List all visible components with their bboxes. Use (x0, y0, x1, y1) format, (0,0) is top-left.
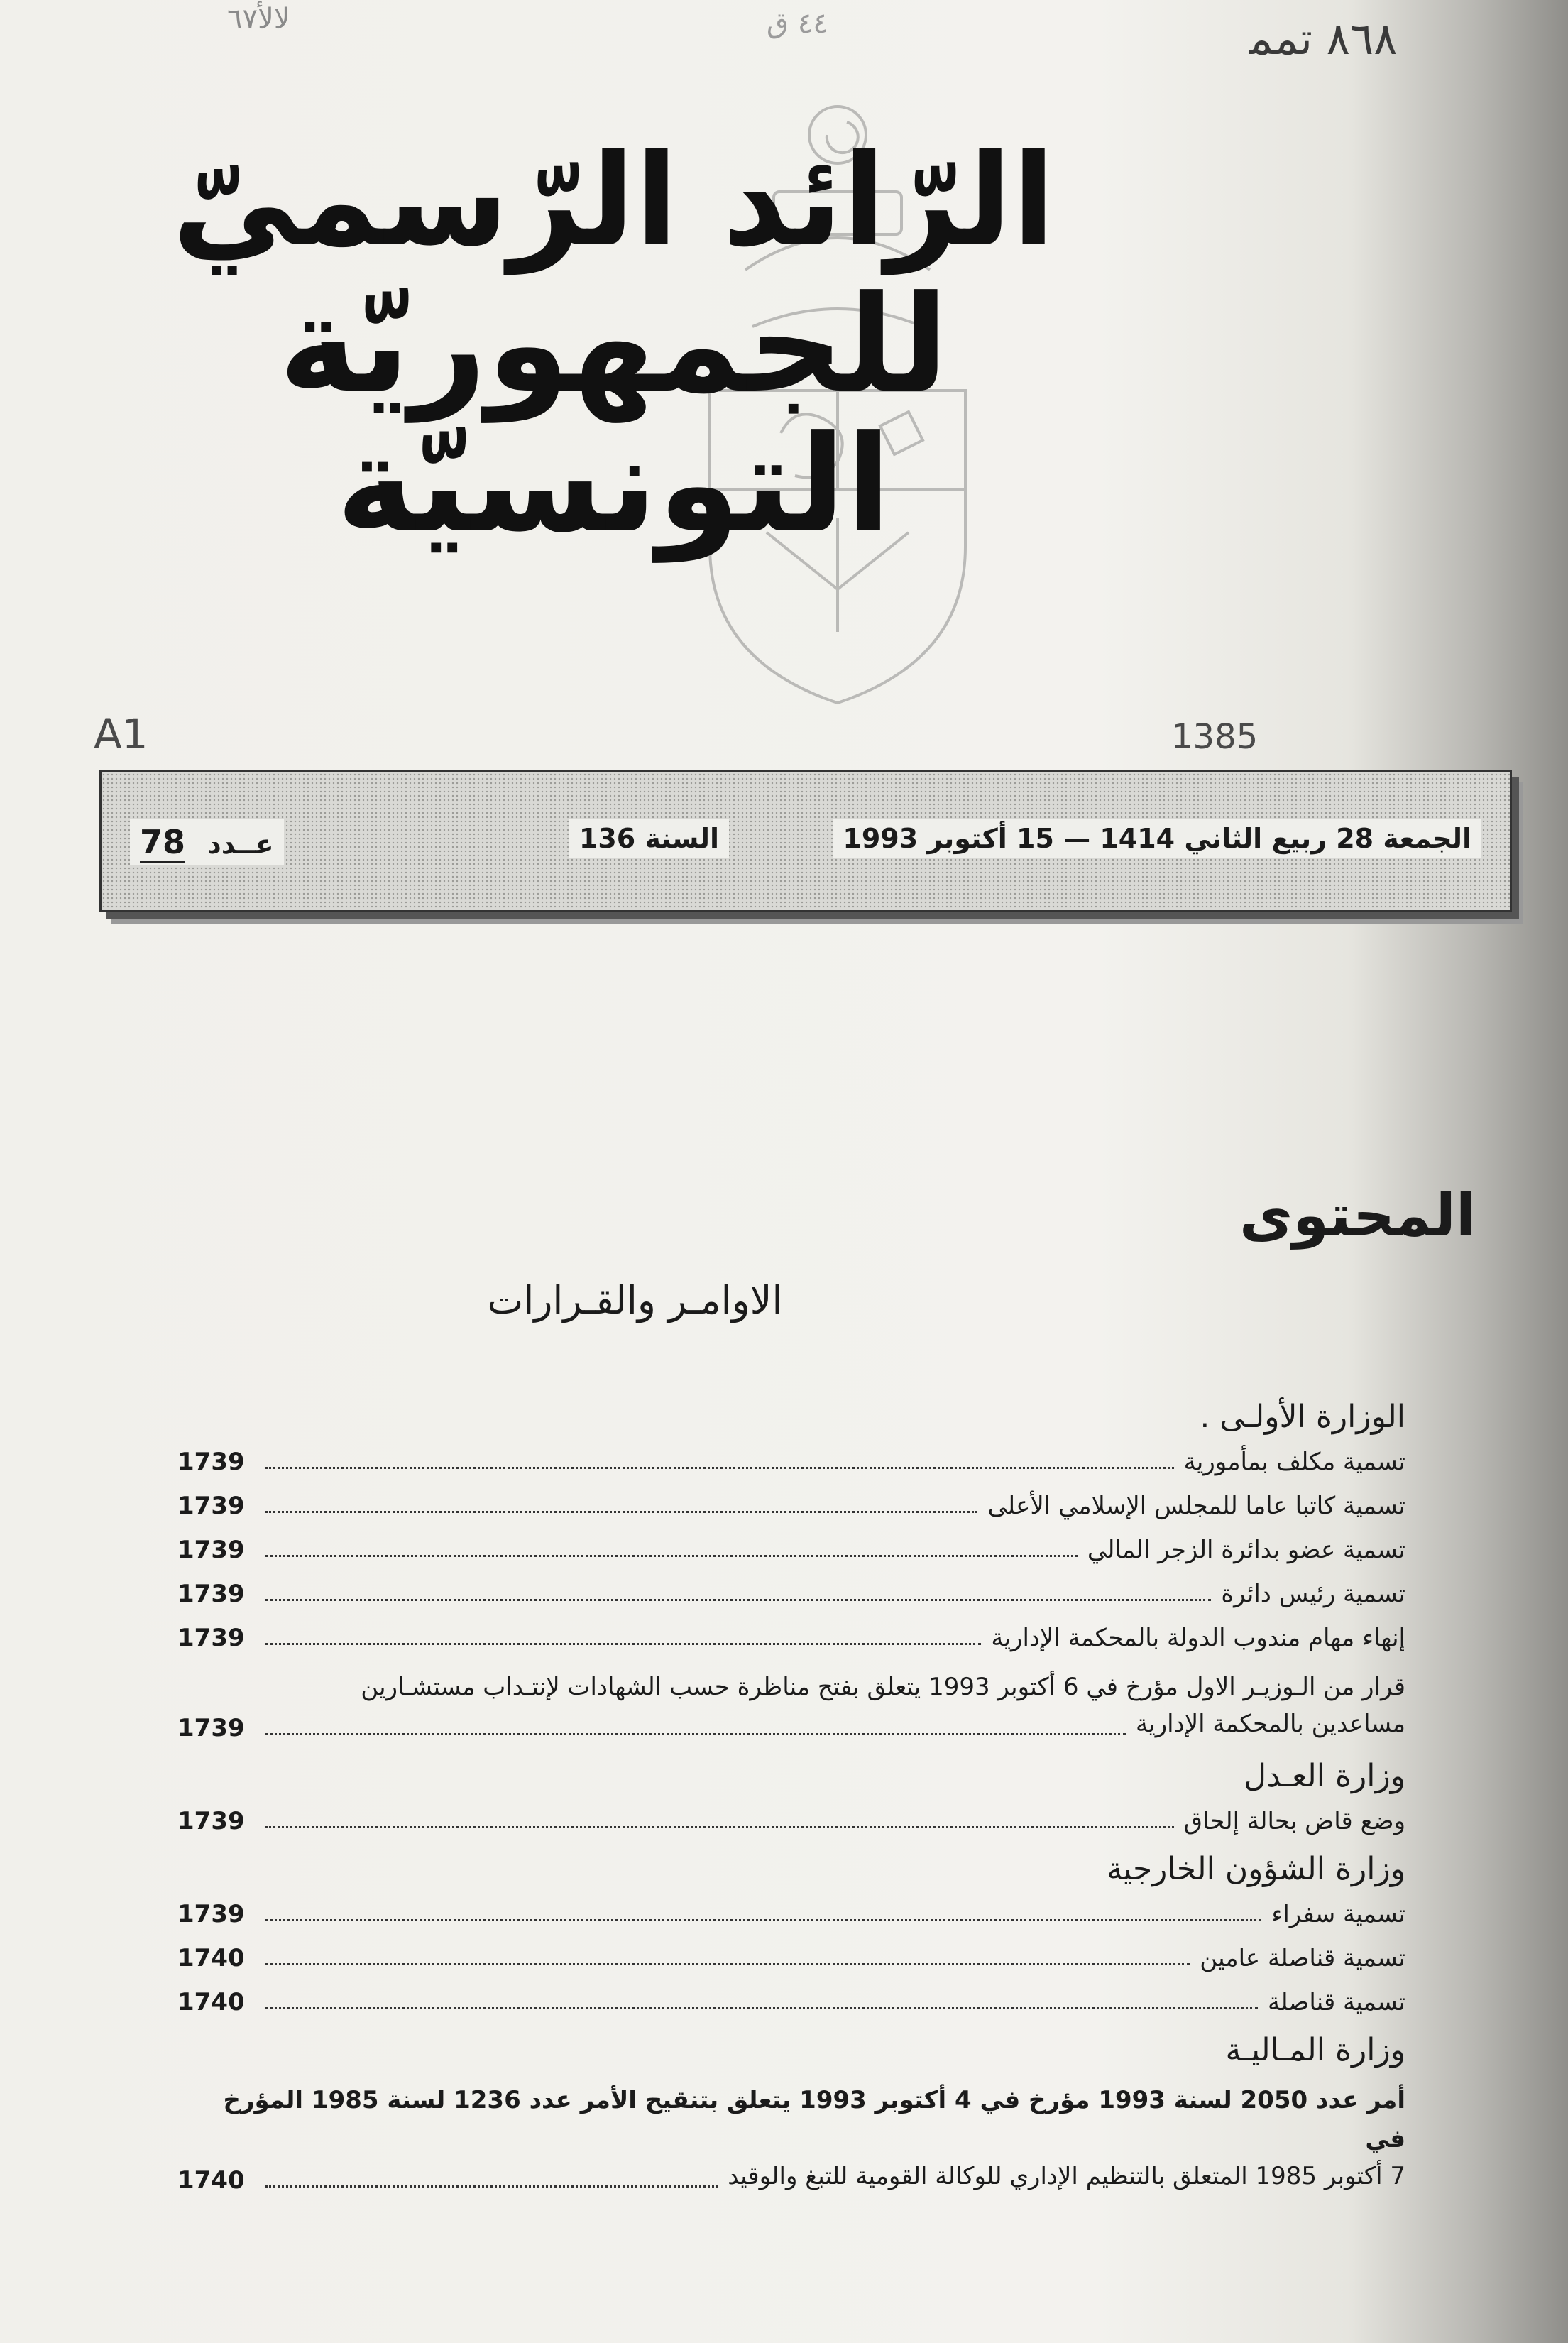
masthead-title-line2: للجمهوريّة التونسيّة (278, 266, 949, 563)
toc-entry-title: تسمية كاتبا عاما للمجلس الإسلامي الأعلى (987, 1492, 1405, 1520)
toc-entry[interactable] (177, 1900, 1405, 1928)
toc-entry-page: 1739 (177, 1448, 245, 1476)
issue-number-label: عــدد (207, 829, 274, 860)
handwritten-mark-top-center: ٤٤ ق (767, 7, 828, 40)
ministry-heading: وزارة الشؤون الخارجية (1107, 1851, 1405, 1888)
toc-entry-page: 1739 (177, 1624, 245, 1652)
leader-dots (265, 1599, 1211, 1601)
toc-entry[interactable] (177, 1580, 1405, 1608)
toc-entry[interactable] (177, 1448, 1405, 1476)
toc-entry-page: 1739 (177, 1492, 245, 1520)
issue-info-banner (99, 770, 1512, 912)
toc-entry[interactable] (177, 1536, 1405, 1564)
toc-entry-title: تسمية رئيس دائرة (1221, 1580, 1405, 1608)
leader-dots (265, 1511, 977, 1513)
toc-entry-page: 1739 (177, 1536, 245, 1564)
toc-entry-title: تسمية قناصلة عامين (1200, 1944, 1405, 1973)
issue-date: الجمعة 28 ربيع الثاني 1414 — 15 أكتوبر 1993 (833, 819, 1481, 858)
masthead-title-line1: الرّائد الرّسميّ (172, 127, 1056, 274)
toc-entry-title-line1: أمر عدد 2050 لسنة 1993 مؤرخ في 4 أكتوبر 1993 يتعلق بتنقيح الأمر عدد 1236 لسنة 1985 المؤرخ في (223, 2086, 1405, 2153)
toc-entry-page: 1739 (177, 1900, 245, 1929)
toc-entry-title: وضع قاض بحالة إلحاق (1183, 1807, 1405, 1836)
leader-dots (265, 1919, 1261, 1921)
toc-entry[interactable] (177, 1807, 1405, 1835)
handwritten-mark-left: A1 (94, 710, 148, 758)
handwritten-mark-top-right: ٨٦٨ ﺗﻤﻤ (1249, 13, 1398, 65)
leader-dots (265, 1733, 1126, 1735)
toc-entry[interactable] (177, 2081, 1405, 2195)
toc-entry-page: 1739 (177, 1714, 245, 1743)
toc-entry-title: تسمية قناصلة (1268, 1988, 1405, 2017)
toc-entry-page: 1739 (177, 1807, 245, 1836)
ministry-heading: وزارة المـاليـة (1225, 2032, 1405, 2069)
handwritten-mark-top-left: ﻻﻷ٦٧ (227, 3, 290, 36)
toc-entry[interactable] (177, 1624, 1405, 1652)
leader-dots (265, 1826, 1174, 1828)
handwritten-mark-right: 1385 (1171, 717, 1259, 757)
ministry-heading: وزارة العـدل (1244, 1758, 1405, 1795)
toc-entry[interactable] (177, 1668, 1405, 1742)
leader-dots (265, 1467, 1174, 1469)
toc-entry-title: تسمية سفراء (1271, 1900, 1405, 1929)
leader-dots (265, 1555, 1078, 1557)
toc-entry-title-line1: قرار من الـوزيـر الاول مؤرخ في 6 أكتوبر 1993 يتعلق بفتح مناظرة حسب الشهادات لإنتـداب مستشـارين (361, 1673, 1405, 1701)
toc-entry-title: تسمية مكلف بمأمورية (1183, 1448, 1405, 1476)
toc-entry-title-line2: مساعدين بالمحكمة الإدارية (1136, 1710, 1405, 1739)
leader-dots (265, 2007, 1258, 2009)
toc-entry[interactable] (177, 1988, 1405, 2016)
table-of-contents (177, 1392, 1405, 2210)
section-title: الاوامـر والقـرارات (487, 1278, 783, 1323)
toc-entry-title-line2: 7 أكتوبر 1985 المتعلق بالتنظيم الإداري للوكالة القومية للتبغ والوقيد (728, 2162, 1405, 2191)
ministry-heading: الوزارة الأولـى . (1200, 1399, 1405, 1435)
toc-entry-title: إنهاء مهام مندوب الدولة بالمحكمة الإدارية (991, 1624, 1405, 1652)
toc-entry[interactable] (177, 1944, 1405, 1972)
toc-entry[interactable] (177, 1492, 1405, 1520)
toc-entry-title: تسمية عضو بدائرة الزجر المالي (1087, 1536, 1405, 1564)
issue-number-value: 78 (140, 823, 185, 863)
gazette-masthead (0, 127, 1227, 563)
issue-number (130, 819, 284, 865)
toc-entry-page: 1740 (177, 1988, 245, 2017)
leader-dots (265, 1643, 981, 1645)
leader-dots (265, 2185, 718, 2188)
toc-entry-page: 1740 (177, 1944, 245, 1973)
leader-dots (265, 1963, 1190, 1965)
toc-entry-page: 1739 (177, 1580, 245, 1608)
toc-entry-page: 1740 (177, 2166, 245, 2195)
contents-title: المحتوى (1239, 1182, 1476, 1250)
issue-year: السنة 136 (569, 819, 729, 858)
